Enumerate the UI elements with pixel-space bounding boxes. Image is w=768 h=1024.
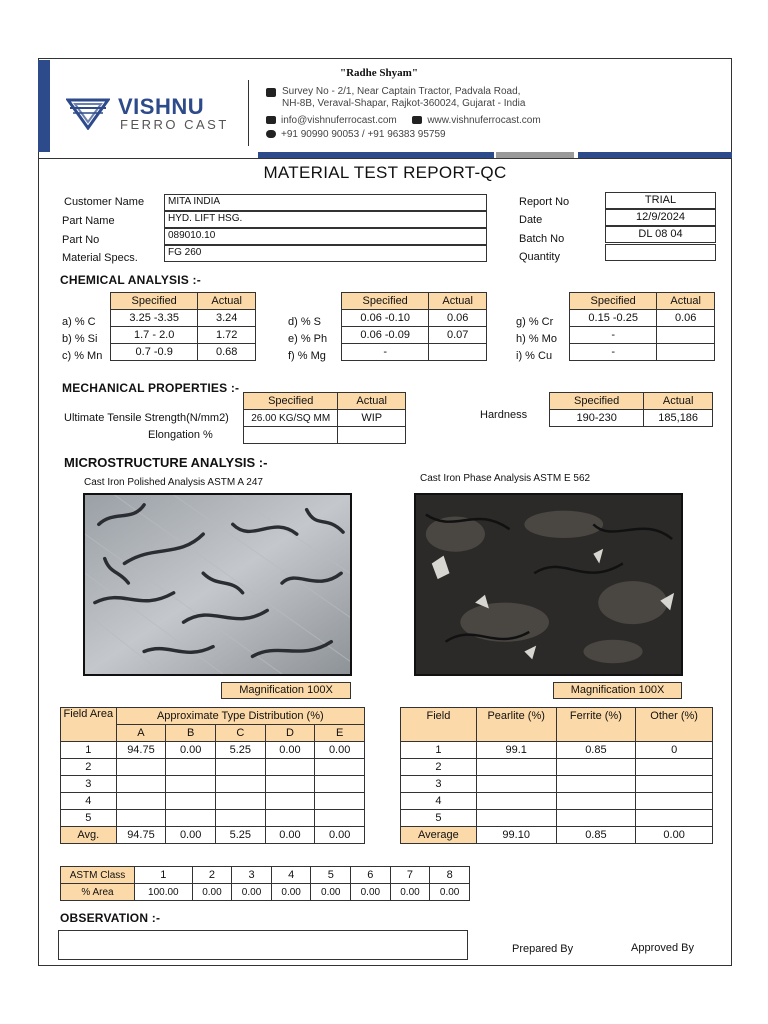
chem-actual-value: 0.68 — [198, 344, 256, 361]
type-value — [265, 776, 315, 793]
type-value — [315, 759, 365, 776]
phase-analysis-caption: Cast Iron Phase Analysis ASTM E 562 — [420, 473, 591, 484]
phase-value — [556, 776, 636, 793]
company-address — [266, 86, 525, 110]
quantity-field — [605, 244, 716, 261]
report-no-field: TRIAL — [605, 192, 716, 209]
mech-actual-header: Actual — [338, 393, 406, 410]
astm-class-number: 1 — [135, 867, 193, 884]
polished-magnification: Magnification 100X — [221, 682, 351, 699]
type-value — [116, 776, 166, 793]
chem-element-label: g) % Cr — [516, 316, 554, 328]
customer-name-label: Customer Name — [64, 196, 145, 208]
astm-class-number: 5 — [311, 867, 351, 884]
company-email[interactable]: info@vishnuferrocast.com — [281, 115, 397, 126]
chemical-row — [342, 327, 487, 344]
chemical-row — [111, 327, 256, 344]
type-column-header: E — [315, 725, 365, 742]
type-value — [315, 810, 365, 827]
date-field: 12/9/2024 — [605, 209, 716, 226]
astm-class-number: 7 — [390, 867, 430, 884]
chem-element-label: e) % Ph — [288, 333, 328, 345]
chem-actual-header: Actual — [429, 293, 487, 310]
astm-class-label: ASTM Class — [61, 867, 135, 884]
company-contact — [266, 114, 541, 142]
phase-table — [400, 707, 713, 844]
header-divider — [248, 80, 249, 146]
chem-element-label: i) % Cu — [516, 350, 553, 362]
average-value: 99.10 — [476, 827, 556, 844]
type-column-header: C — [215, 725, 265, 742]
observation-box — [58, 930, 468, 960]
phase-magnification: Magnification 100X — [553, 682, 682, 699]
chem-specified-value: 1.7 - 2.0 — [111, 327, 198, 344]
company-name: VISHNU — [118, 94, 205, 119]
report-title: MATERIAL TEST REPORT-QC — [263, 163, 507, 182]
type-value — [215, 810, 265, 827]
chem-specified-value: 3.25 -3.35 — [111, 310, 198, 327]
polished-micrograph — [83, 493, 352, 676]
chemical-analysis-heading: CHEMICAL ANALYSIS :- — [60, 273, 201, 287]
hardness-specified: 190-230 — [550, 410, 644, 427]
phase-column-header: Pearlite (%) — [476, 708, 556, 742]
phase-value — [556, 759, 636, 776]
chemical-row — [570, 327, 715, 344]
astm-area-value: 0.00 — [390, 884, 430, 901]
astm-area-value: 0.00 — [192, 884, 232, 901]
mechanical-table — [243, 392, 406, 444]
chem-element-label: d) % S — [288, 316, 322, 328]
chem-specified-value: - — [342, 344, 429, 361]
type-value — [116, 759, 166, 776]
field-number: 5 — [61, 810, 117, 827]
chemical-group-table — [569, 292, 715, 361]
type-column-header: B — [166, 725, 216, 742]
phase-value — [476, 793, 556, 810]
average-label: Avg. — [61, 827, 117, 844]
type-value — [215, 776, 265, 793]
hardness-actual: 185,186 — [644, 410, 713, 427]
phase-value — [636, 776, 713, 793]
astm-area-label: % Area — [61, 884, 135, 901]
letterhead-accent-bar — [38, 60, 50, 152]
quantity-label: Quantity — [519, 251, 560, 263]
chemical-header-row — [570, 293, 715, 310]
field-number: 4 — [401, 793, 477, 810]
type-value — [265, 793, 315, 810]
phase-column-header: Field — [401, 708, 477, 742]
elongation-actual — [338, 427, 406, 444]
part-name-label: Part Name — [62, 215, 115, 227]
chemical-group-table — [341, 292, 487, 361]
average-value: 0.00 — [315, 827, 365, 844]
chemical-group-table — [110, 292, 256, 361]
chemical-row — [111, 310, 256, 327]
uts-specified: 26.00 KG/SQ MM — [244, 410, 338, 427]
astm-area-value: 0.00 — [430, 884, 470, 901]
astm-area-value: 0.00 — [351, 884, 391, 901]
astm-class-number: 3 — [232, 867, 272, 884]
chem-specified-value: - — [570, 344, 657, 361]
phase-value — [636, 793, 713, 810]
polished-analysis-caption: Cast Iron Polished Analysis ASTM A 247 — [84, 477, 263, 488]
chemical-row — [342, 344, 487, 361]
type-value — [166, 776, 216, 793]
astm-class-number: 2 — [192, 867, 232, 884]
type-distribution-title: Approximate Type Distribution (%) — [116, 708, 364, 725]
chem-element-label: b) % Si — [62, 333, 98, 345]
report-no-label: Report No — [519, 196, 570, 208]
chemical-row — [570, 344, 715, 361]
astm-class-number: 8 — [430, 867, 470, 884]
average-value: 5.25 — [215, 827, 265, 844]
average-label: Average — [401, 827, 477, 844]
field-number: 2 — [401, 759, 477, 776]
type-value — [166, 759, 216, 776]
table-row — [61, 793, 365, 810]
chemical-row — [111, 344, 256, 361]
elongation-label: Elongation % — [148, 429, 213, 441]
chem-specified-value: 0.15 -0.25 — [570, 310, 657, 327]
chem-actual-value: 0.06 — [429, 310, 487, 327]
chem-element-label: a) % C — [62, 316, 96, 328]
part-name-field: HYD. LIFT HSG. — [164, 211, 487, 228]
chem-actual-value — [657, 327, 715, 344]
company-website[interactable]: www.vishnuferrocast.com — [427, 115, 541, 126]
chem-actual-header: Actual — [198, 293, 256, 310]
phase-value — [636, 759, 713, 776]
part-no-field: 089010.10 — [164, 228, 487, 245]
type-value — [166, 793, 216, 810]
company-tagline: "Radhe Shyam" — [340, 67, 418, 79]
chem-specified-value: - — [570, 327, 657, 344]
table-row — [401, 742, 713, 759]
chem-actual-value: 0.07 — [429, 327, 487, 344]
chemical-row — [342, 310, 487, 327]
table-row — [61, 776, 365, 793]
chem-actual-value — [657, 344, 715, 361]
chem-actual-value: 3.24 — [198, 310, 256, 327]
phase-value — [476, 759, 556, 776]
type-value — [215, 793, 265, 810]
batch-no-field: DL 08 04 — [605, 226, 716, 243]
average-value: 0.00 — [636, 827, 713, 844]
chem-actual-value: 1.72 — [198, 327, 256, 344]
average-value: 0.85 — [556, 827, 636, 844]
chem-specified-value: 0.06 -0.10 — [342, 310, 429, 327]
address-line-1: Survey No - 2/1, Near Captain Tractor, Padvala Road, — [282, 86, 521, 97]
astm-area-value: 0.00 — [271, 884, 311, 901]
elongation-specified — [244, 427, 338, 444]
chem-element-label: c) % Mn — [62, 350, 103, 362]
field-number: 3 — [61, 776, 117, 793]
phase-value: 0.85 — [556, 742, 636, 759]
type-value: 0.00 — [315, 742, 365, 759]
type-column-header: D — [265, 725, 315, 742]
astm-class-number: 6 — [351, 867, 391, 884]
chem-specified-header: Specified — [111, 293, 198, 310]
field-number: 4 — [61, 793, 117, 810]
average-row — [61, 827, 365, 844]
type-value — [116, 793, 166, 810]
mechanical-properties-heading: MECHANICAL PROPERTIES :- — [62, 381, 240, 395]
chem-actual-value: 0.06 — [657, 310, 715, 327]
company-subtitle: FERRO CAST — [120, 117, 229, 132]
company-logo-icon — [66, 96, 110, 130]
mech-specified-header: Specified — [244, 393, 338, 410]
field-number: 2 — [61, 759, 117, 776]
astm-area-value: 0.00 — [232, 884, 272, 901]
chem-specified-header: Specified — [570, 293, 657, 310]
location-icon — [266, 88, 276, 97]
email-icon — [266, 116, 276, 124]
phase-micrograph — [414, 493, 683, 676]
table-row — [61, 759, 365, 776]
field-area-header: Field Area — [61, 708, 117, 742]
phase-value — [636, 810, 713, 827]
date-label: Date — [519, 214, 543, 226]
chem-actual-value — [429, 344, 487, 361]
type-value — [315, 776, 365, 793]
chem-specified-value: 0.7 -0.9 — [111, 344, 198, 361]
table-row — [61, 742, 365, 759]
table-row — [401, 776, 713, 793]
astm-class-table — [60, 866, 470, 901]
phase-value — [556, 810, 636, 827]
microstructure-heading: MICROSTRUCTURE ANALYSIS :- — [64, 455, 268, 470]
type-distribution-table — [60, 707, 365, 844]
material-specs-field: FG 260 — [164, 245, 487, 262]
batch-no-label: Batch No — [519, 233, 565, 245]
phase-value — [556, 793, 636, 810]
phase-value: 99.1 — [476, 742, 556, 759]
field-number: 5 — [401, 810, 477, 827]
type-value — [166, 810, 216, 827]
phase-value — [476, 810, 556, 827]
type-value: 0.00 — [166, 742, 216, 759]
chem-specified-header: Specified — [342, 293, 429, 310]
chemical-row — [570, 310, 715, 327]
type-value: 0.00 — [265, 742, 315, 759]
type-value — [265, 810, 315, 827]
type-column-header: A — [116, 725, 166, 742]
astm-class-number: 4 — [271, 867, 311, 884]
part-no-label: Part No — [62, 234, 100, 246]
table-row — [401, 759, 713, 776]
hardness-label: Hardness — [480, 409, 528, 421]
astm-area-value: 0.00 — [311, 884, 351, 901]
table-row — [401, 793, 713, 810]
average-row — [401, 827, 713, 844]
phone-icon — [266, 130, 276, 138]
chem-specified-value: 0.06 -0.09 — [342, 327, 429, 344]
phase-column-header: Ferrite (%) — [556, 708, 636, 742]
approved-by-label: Approved By — [631, 942, 694, 954]
phase-value — [476, 776, 556, 793]
uts-label: Ultimate Tensile Strength(N/mm2) — [64, 412, 229, 424]
phase-column-header: Other (%) — [636, 708, 713, 742]
type-value — [116, 810, 166, 827]
type-value — [265, 759, 315, 776]
hardness-actual-header: Actual — [644, 393, 713, 410]
chem-actual-header: Actual — [657, 293, 715, 310]
field-number: 1 — [401, 742, 477, 759]
uts-actual: WIP — [338, 410, 406, 427]
hardness-specified-header: Specified — [550, 393, 644, 410]
observation-heading: OBSERVATION :- — [60, 911, 161, 925]
company-phone: +91 90990 90053 / +91 96383 95759 — [281, 129, 446, 140]
average-value: 0.00 — [166, 827, 216, 844]
phase-value: 0 — [636, 742, 713, 759]
chemical-header-row — [342, 293, 487, 310]
average-value: 94.75 — [116, 827, 166, 844]
chemical-header-row — [111, 293, 256, 310]
type-value: 94.75 — [116, 742, 166, 759]
type-value — [215, 759, 265, 776]
table-row — [401, 810, 713, 827]
customer-name-field: MITA INDIA — [164, 194, 487, 211]
type-value: 5.25 — [215, 742, 265, 759]
average-value: 0.00 — [265, 827, 315, 844]
globe-icon — [412, 116, 422, 124]
material-specs-label: Material Specs. — [62, 252, 138, 264]
address-line-2: NH-8B, Veraval-Shapar, Rajkot-360024, Gujarat - India — [282, 98, 526, 109]
hardness-table — [549, 392, 713, 427]
table-row — [61, 810, 365, 827]
field-number: 1 — [61, 742, 117, 759]
chem-element-label: f) % Mg — [288, 350, 326, 362]
prepared-by-label: Prepared By — [512, 943, 574, 955]
chem-element-label: h) % Mo — [516, 333, 557, 345]
field-number: 3 — [401, 776, 477, 793]
type-value — [315, 793, 365, 810]
astm-area-value: 100.00 — [135, 884, 193, 901]
